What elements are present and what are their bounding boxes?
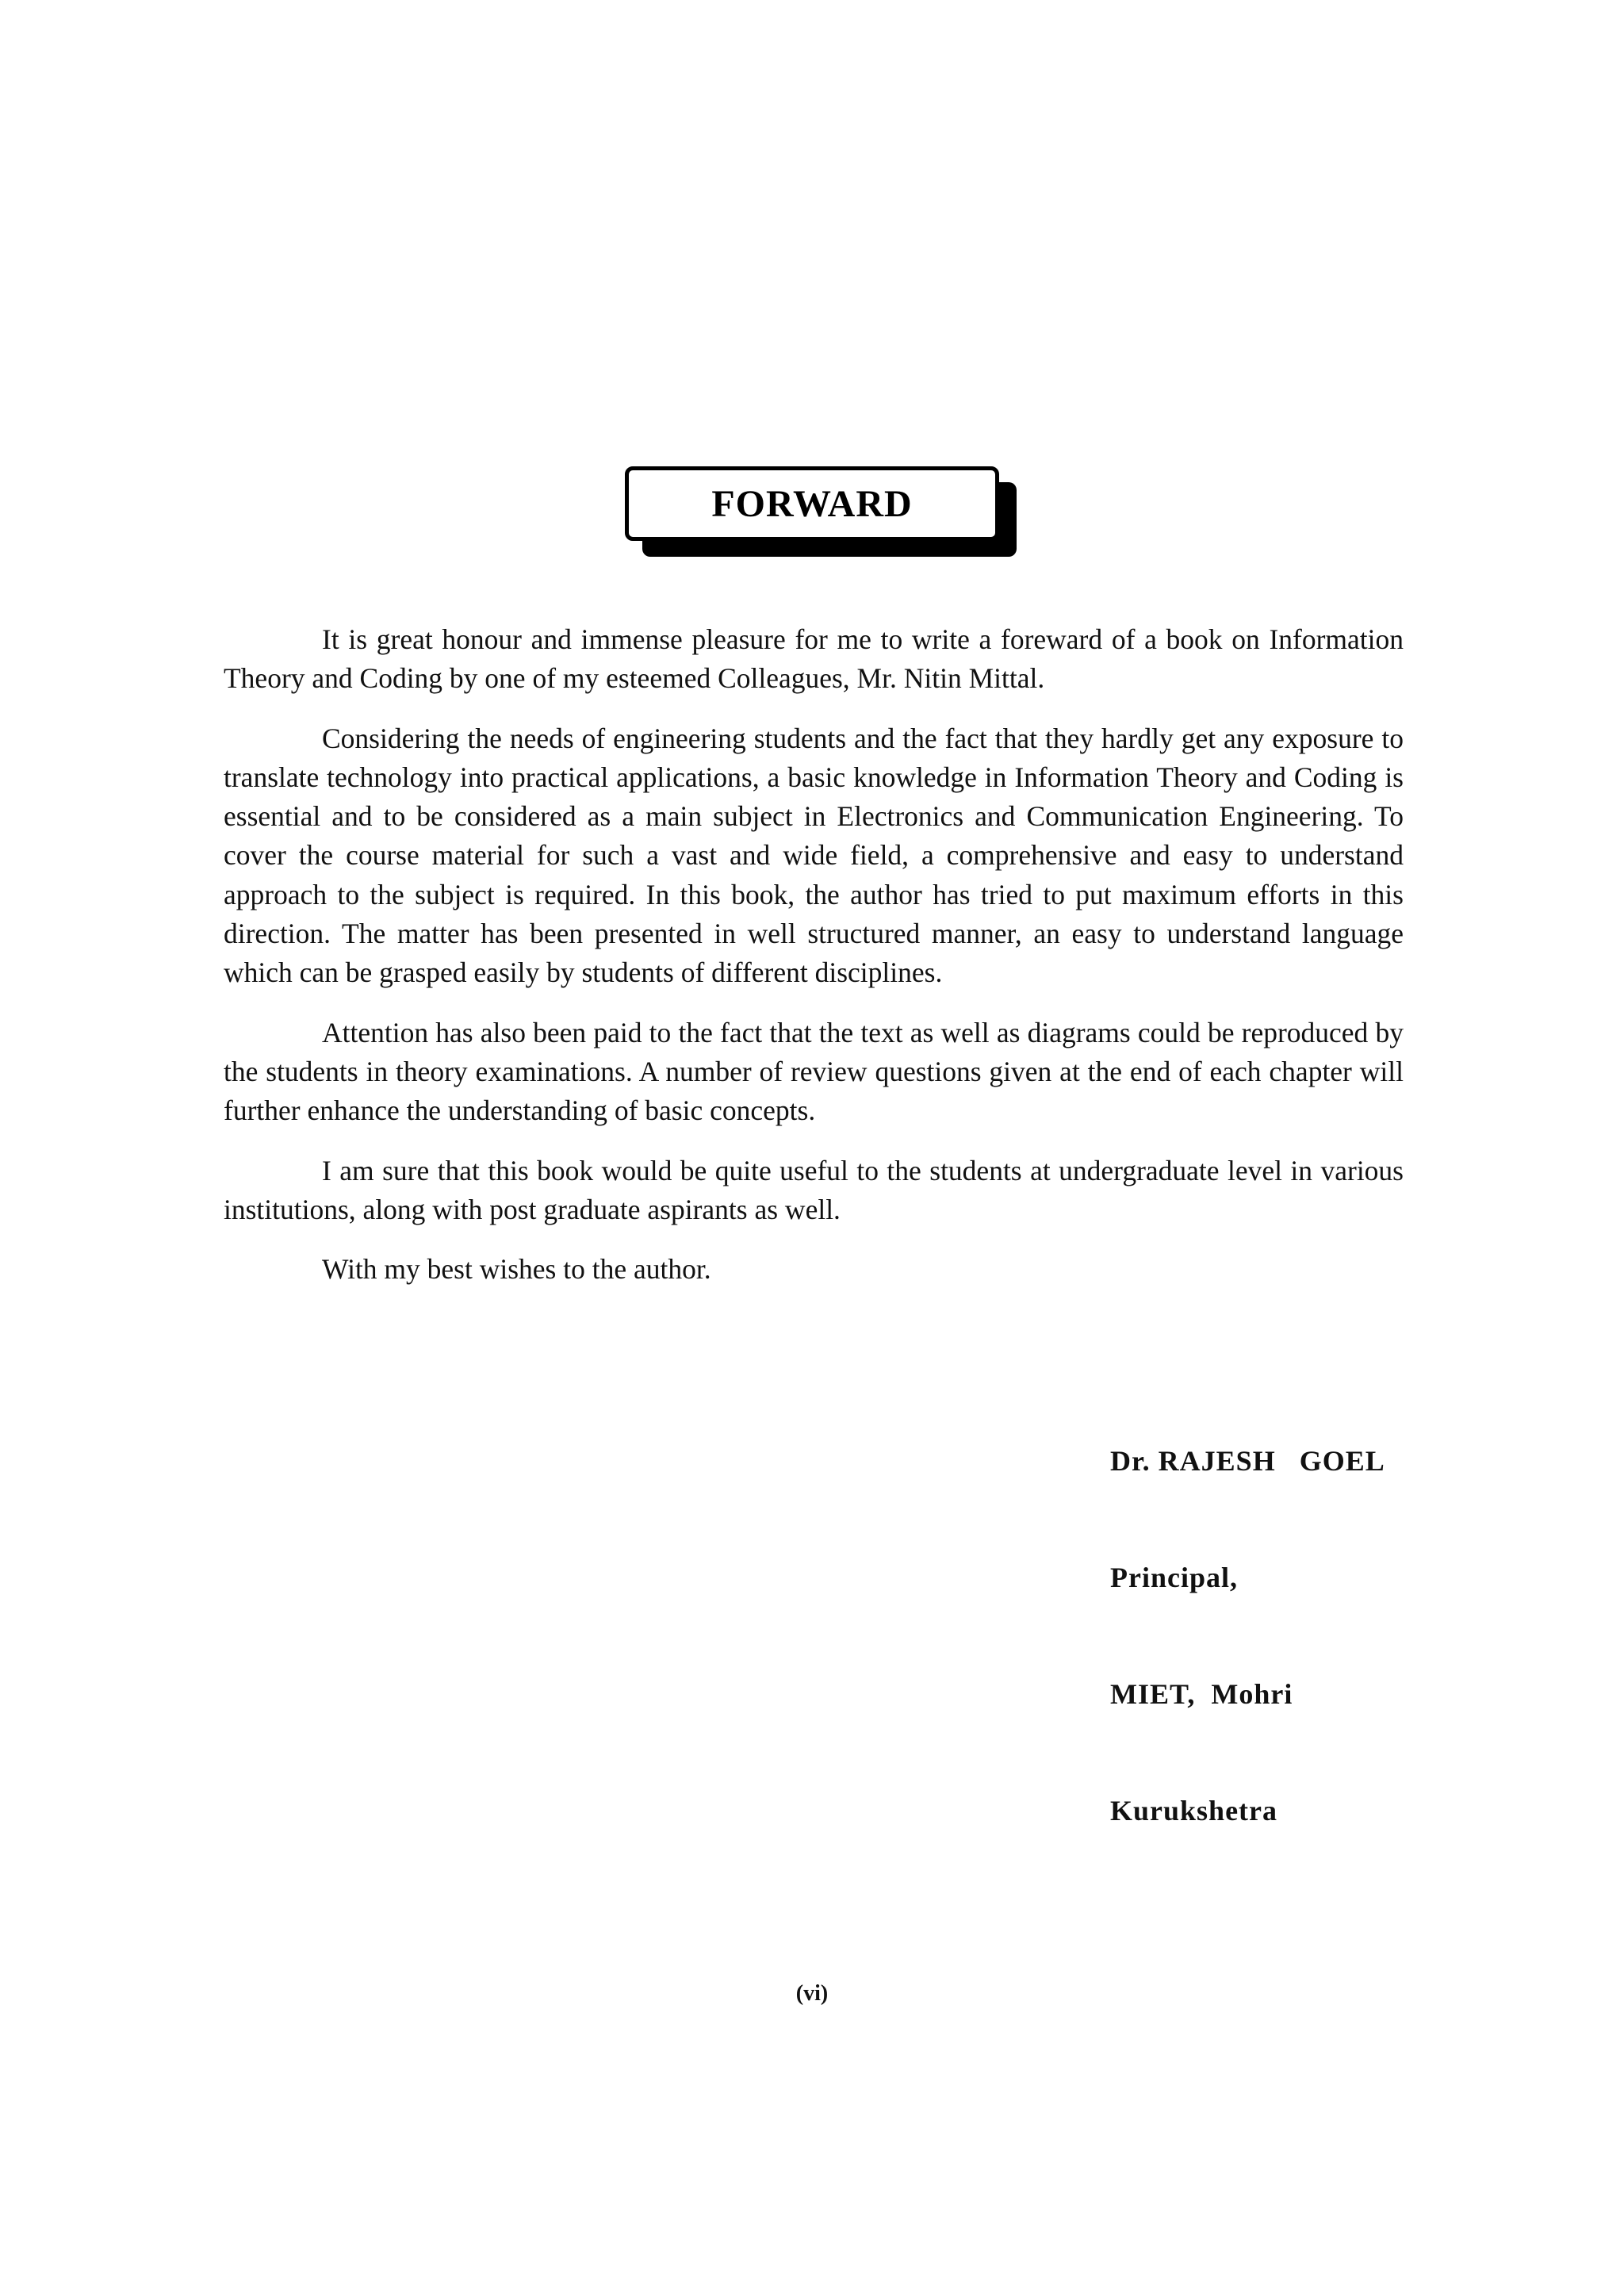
- paragraph: Attention has also been paid to the fact that the text as well as diagrams could be reproduced by the students in theory examinations. A number of review questions given at the end of each chapter will further enhance the understanding of basic concepts.: [224, 1016, 1404, 1127]
- page-title: FORWARD: [711, 482, 913, 525]
- paragraph: It is great honour and immense pleasure for me to write a foreward of a book on Information Theory and Coding by one of my esteemed Colleagues, Mr. Nitin Mittal.: [224, 623, 1404, 695]
- heading-box-frame: [625, 466, 999, 541]
- signatory-place: Kurukshetra: [1110, 1795, 1278, 1826]
- paragraph: I am sure that this book would be quite useful to the students at undergraduate level in various institutions, along with post graduate aspirants as well.: [224, 1154, 1404, 1225]
- signatory-designation: Principal,: [1110, 1562, 1238, 1593]
- page-number: (vi): [795, 1981, 829, 2006]
- signature-block: [1110, 1364, 1385, 1908]
- paragraph: Considering the needs of engineering students and the fact that they hardly get any exposure to translate technology into practical applications, a basic knowledge in Information Theory and Coding is essential and to be considered as a main subject in Electronics and Communication Engineering. To cover the course material for such a vast and wide field, a comprehensive and easy to understand approach to the subject is required. In this book, the author has tried to put maximum efforts in this direction. The matter has been presented in well structured manner, an easy to understand language which can be grasped easily by students of different disciplines.: [224, 722, 1404, 989]
- body-text: [224, 620, 1404, 1309]
- paragraph: With my best wishes to the author.: [322, 1253, 711, 1286]
- heading-box: [625, 466, 999, 541]
- signatory-institute: MIET, Mohri: [1110, 1678, 1293, 1710]
- signatory-name: Dr. RAJESH GOEL: [1110, 1445, 1385, 1477]
